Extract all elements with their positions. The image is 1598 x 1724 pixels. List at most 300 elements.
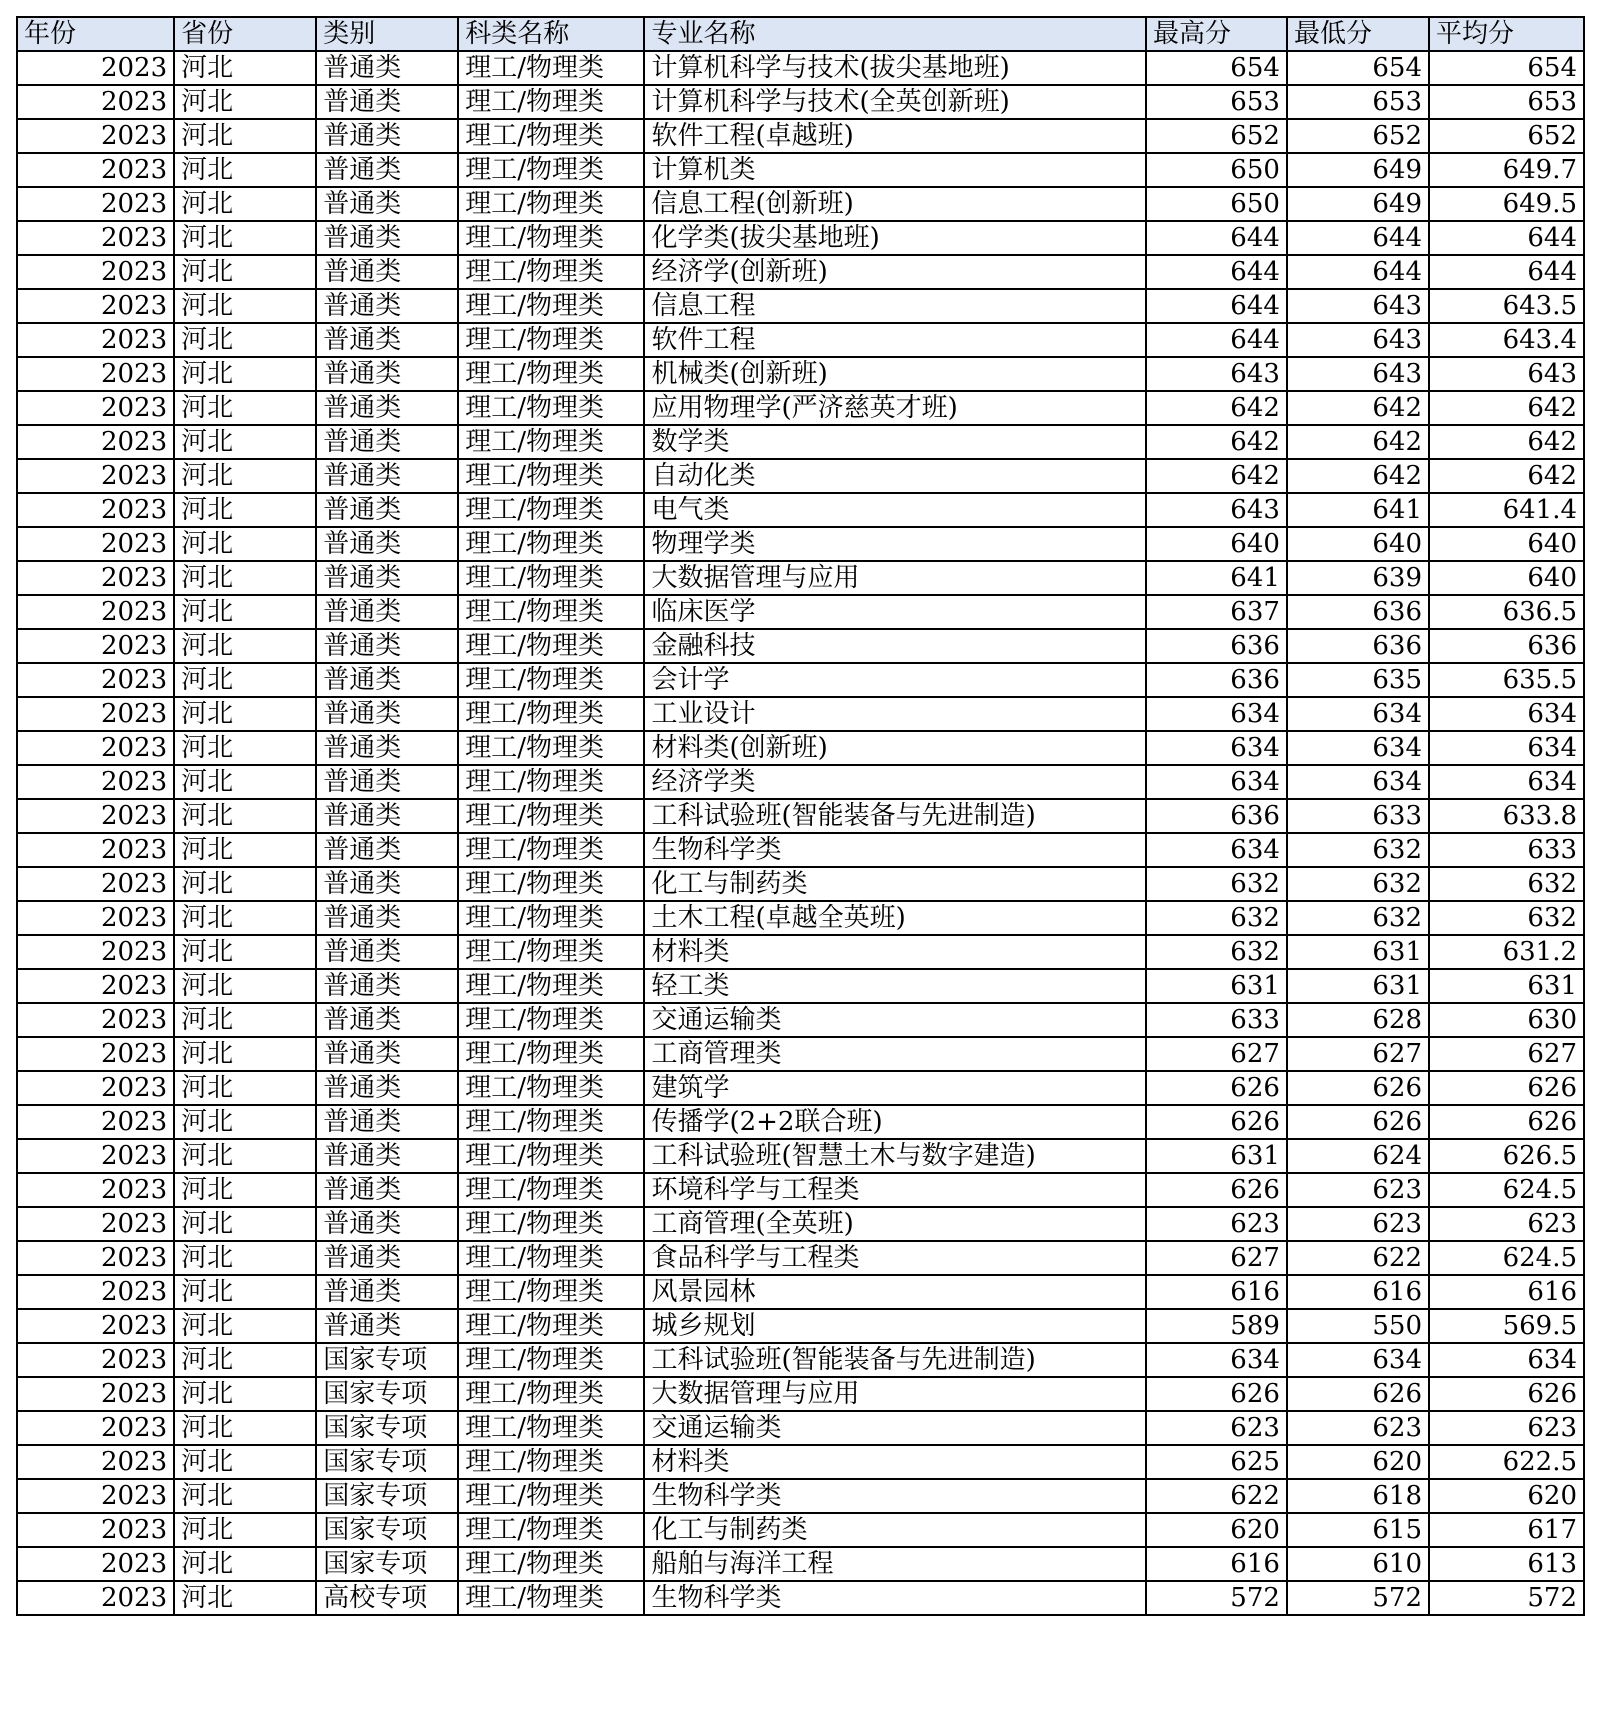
province-cell: 河北 — [174, 1479, 316, 1513]
min-score-cell: 634 — [1287, 731, 1429, 765]
min-score-cell: 653 — [1287, 85, 1429, 119]
avg-score-cell: 642 — [1429, 391, 1584, 425]
year-cell: 2023 — [17, 1411, 174, 1445]
major-cell: 工商管理(全英班) — [644, 1207, 1146, 1241]
major-cell: 食品科学与工程类 — [644, 1241, 1146, 1275]
max-score-cell: 642 — [1146, 425, 1287, 459]
subject-type-cell: 理工/物理类 — [458, 969, 644, 1003]
max-score-cell: 631 — [1146, 969, 1287, 1003]
table-row — [17, 527, 1584, 561]
table-row — [17, 935, 1584, 969]
province-cell: 河北 — [174, 765, 316, 799]
max-score-cell: 636 — [1146, 629, 1287, 663]
min-score-cell: 649 — [1287, 153, 1429, 187]
major-cell: 物理学类 — [644, 527, 1146, 561]
subject-type-cell: 理工/物理类 — [458, 1547, 644, 1581]
subject-type-cell: 理工/物理类 — [458, 697, 644, 731]
avg-score-cell: 633.8 — [1429, 799, 1584, 833]
major-cell: 材料类 — [644, 1445, 1146, 1479]
year-cell: 2023 — [17, 255, 174, 289]
province-cell: 河北 — [174, 1547, 316, 1581]
category-cell: 普通类 — [316, 629, 458, 663]
min-score-cell: 642 — [1287, 459, 1429, 493]
min-score-cell: 644 — [1287, 221, 1429, 255]
avg-score-cell: 632 — [1429, 901, 1584, 935]
avg-score-cell: 636.5 — [1429, 595, 1584, 629]
table-row — [17, 697, 1584, 731]
min-score-cell: 631 — [1287, 969, 1429, 1003]
header-avg-score: 平均分 — [1429, 17, 1584, 51]
major-cell: 工科试验班(智能装备与先进制造) — [644, 799, 1146, 833]
category-cell: 普通类 — [316, 153, 458, 187]
province-cell: 河北 — [174, 1275, 316, 1309]
min-score-cell: 634 — [1287, 697, 1429, 731]
year-cell: 2023 — [17, 1037, 174, 1071]
header-min-score: 最低分 — [1287, 17, 1429, 51]
year-cell: 2023 — [17, 357, 174, 391]
table-row — [17, 901, 1584, 935]
table-row — [17, 255, 1584, 289]
category-cell: 普通类 — [316, 663, 458, 697]
table-row — [17, 153, 1584, 187]
year-cell: 2023 — [17, 595, 174, 629]
max-score-cell: 631 — [1146, 1139, 1287, 1173]
province-cell: 河北 — [174, 1309, 316, 1343]
avg-score-cell: 622.5 — [1429, 1445, 1584, 1479]
score-table — [16, 16, 1585, 1616]
subject-type-cell: 理工/物理类 — [458, 51, 644, 85]
major-cell: 船舶与海洋工程 — [644, 1547, 1146, 1581]
major-cell: 大数据管理与应用 — [644, 1377, 1146, 1411]
year-cell: 2023 — [17, 629, 174, 663]
avg-score-cell: 635.5 — [1429, 663, 1584, 697]
max-score-cell: 632 — [1146, 935, 1287, 969]
category-cell: 国家专项 — [316, 1343, 458, 1377]
year-cell: 2023 — [17, 1139, 174, 1173]
province-cell: 河北 — [174, 391, 316, 425]
avg-score-cell: 613 — [1429, 1547, 1584, 1581]
min-score-cell: 641 — [1287, 493, 1429, 527]
avg-score-cell: 624.5 — [1429, 1173, 1584, 1207]
subject-type-cell: 理工/物理类 — [458, 153, 644, 187]
year-cell: 2023 — [17, 697, 174, 731]
subject-type-cell: 理工/物理类 — [458, 1173, 644, 1207]
header-major: 专业名称 — [644, 17, 1146, 51]
province-cell: 河北 — [174, 969, 316, 1003]
min-score-cell: 626 — [1287, 1105, 1429, 1139]
table-body — [17, 51, 1584, 1615]
year-cell: 2023 — [17, 493, 174, 527]
major-cell: 工商管理类 — [644, 1037, 1146, 1071]
category-cell: 普通类 — [316, 323, 458, 357]
category-cell: 普通类 — [316, 901, 458, 935]
major-cell: 应用物理学(严济慈英才班) — [644, 391, 1146, 425]
major-cell: 计算机科学与技术(拔尖基地班) — [644, 51, 1146, 85]
table-row — [17, 1275, 1584, 1309]
year-cell: 2023 — [17, 799, 174, 833]
avg-score-cell: 653 — [1429, 85, 1584, 119]
year-cell: 2023 — [17, 663, 174, 697]
avg-score-cell: 654 — [1429, 51, 1584, 85]
category-cell: 普通类 — [316, 765, 458, 799]
min-score-cell: 623 — [1287, 1173, 1429, 1207]
major-cell: 软件工程(卓越班) — [644, 119, 1146, 153]
table-row — [17, 833, 1584, 867]
min-score-cell: 631 — [1287, 935, 1429, 969]
table-row — [17, 629, 1584, 663]
avg-score-cell: 640 — [1429, 527, 1584, 561]
year-cell: 2023 — [17, 1547, 174, 1581]
min-score-cell: 610 — [1287, 1547, 1429, 1581]
province-cell: 河北 — [174, 629, 316, 663]
category-cell: 普通类 — [316, 561, 458, 595]
min-score-cell: 652 — [1287, 119, 1429, 153]
max-score-cell: 626 — [1146, 1173, 1287, 1207]
max-score-cell: 633 — [1146, 1003, 1287, 1037]
min-score-cell: 642 — [1287, 391, 1429, 425]
subject-type-cell: 理工/物理类 — [458, 1207, 644, 1241]
max-score-cell: 626 — [1146, 1105, 1287, 1139]
subject-type-cell: 理工/物理类 — [458, 901, 644, 935]
subject-type-cell: 理工/物理类 — [458, 765, 644, 799]
table-row — [17, 85, 1584, 119]
category-cell: 普通类 — [316, 833, 458, 867]
header-subject-type: 科类名称 — [458, 17, 644, 51]
year-cell: 2023 — [17, 833, 174, 867]
avg-score-cell: 644 — [1429, 255, 1584, 289]
category-cell: 普通类 — [316, 357, 458, 391]
province-cell: 河北 — [174, 1173, 316, 1207]
min-score-cell: 640 — [1287, 527, 1429, 561]
min-score-cell: 616 — [1287, 1275, 1429, 1309]
max-score-cell: 622 — [1146, 1479, 1287, 1513]
year-cell: 2023 — [17, 527, 174, 561]
category-cell: 普通类 — [316, 1309, 458, 1343]
category-cell: 普通类 — [316, 85, 458, 119]
year-cell: 2023 — [17, 1173, 174, 1207]
avg-score-cell: 652 — [1429, 119, 1584, 153]
category-cell: 普通类 — [316, 969, 458, 1003]
subject-type-cell: 理工/物理类 — [458, 1003, 644, 1037]
year-cell: 2023 — [17, 935, 174, 969]
avg-score-cell: 641.4 — [1429, 493, 1584, 527]
min-score-cell: 643 — [1287, 357, 1429, 391]
major-cell: 材料类 — [644, 935, 1146, 969]
category-cell: 普通类 — [316, 1071, 458, 1105]
table-row — [17, 391, 1584, 425]
year-cell: 2023 — [17, 561, 174, 595]
province-cell: 河北 — [174, 731, 316, 765]
max-score-cell: 623 — [1146, 1207, 1287, 1241]
max-score-cell: 652 — [1146, 119, 1287, 153]
year-cell: 2023 — [17, 1105, 174, 1139]
min-score-cell: 642 — [1287, 425, 1429, 459]
avg-score-cell: 632 — [1429, 867, 1584, 901]
category-cell: 国家专项 — [316, 1445, 458, 1479]
province-cell: 河北 — [174, 323, 316, 357]
category-cell: 普通类 — [316, 391, 458, 425]
avg-score-cell: 642 — [1429, 459, 1584, 493]
category-cell: 普通类 — [316, 697, 458, 731]
year-cell: 2023 — [17, 1275, 174, 1309]
min-score-cell: 632 — [1287, 833, 1429, 867]
min-score-cell: 644 — [1287, 255, 1429, 289]
min-score-cell: 550 — [1287, 1309, 1429, 1343]
year-cell: 2023 — [17, 1513, 174, 1547]
subject-type-cell: 理工/物理类 — [458, 119, 644, 153]
avg-score-cell: 626.5 — [1429, 1139, 1584, 1173]
subject-type-cell: 理工/物理类 — [458, 289, 644, 323]
category-cell: 普通类 — [316, 1139, 458, 1173]
avg-score-cell: 617 — [1429, 1513, 1584, 1547]
max-score-cell: 616 — [1146, 1275, 1287, 1309]
min-score-cell: 622 — [1287, 1241, 1429, 1275]
min-score-cell: 626 — [1287, 1377, 1429, 1411]
max-score-cell: 634 — [1146, 833, 1287, 867]
avg-score-cell: 633 — [1429, 833, 1584, 867]
min-score-cell: 628 — [1287, 1003, 1429, 1037]
avg-score-cell: 643 — [1429, 357, 1584, 391]
category-cell: 普通类 — [316, 595, 458, 629]
province-cell: 河北 — [174, 1445, 316, 1479]
year-cell: 2023 — [17, 459, 174, 493]
major-cell: 传播学(2+2联合班) — [644, 1105, 1146, 1139]
province-cell: 河北 — [174, 901, 316, 935]
subject-type-cell: 理工/物理类 — [458, 527, 644, 561]
subject-type-cell: 理工/物理类 — [458, 221, 644, 255]
major-cell: 土木工程(卓越全英班) — [644, 901, 1146, 935]
province-cell: 河北 — [174, 1343, 316, 1377]
category-cell: 普通类 — [316, 187, 458, 221]
min-score-cell: 618 — [1287, 1479, 1429, 1513]
table-row — [17, 1411, 1584, 1445]
major-cell: 化工与制药类 — [644, 1513, 1146, 1547]
table-row — [17, 1547, 1584, 1581]
year-cell: 2023 — [17, 1445, 174, 1479]
province-cell: 河北 — [174, 1207, 316, 1241]
table-row — [17, 867, 1584, 901]
subject-type-cell: 理工/物理类 — [458, 561, 644, 595]
max-score-cell: 643 — [1146, 493, 1287, 527]
year-cell: 2023 — [17, 1377, 174, 1411]
category-cell: 普通类 — [316, 255, 458, 289]
year-cell: 2023 — [17, 391, 174, 425]
province-cell: 河北 — [174, 833, 316, 867]
subject-type-cell: 理工/物理类 — [458, 391, 644, 425]
major-cell: 计算机类 — [644, 153, 1146, 187]
province-cell: 河北 — [174, 595, 316, 629]
subject-type-cell: 理工/物理类 — [458, 1411, 644, 1445]
avg-score-cell: 623 — [1429, 1207, 1584, 1241]
major-cell: 材料类(创新班) — [644, 731, 1146, 765]
major-cell: 信息工程(创新班) — [644, 187, 1146, 221]
subject-type-cell: 理工/物理类 — [458, 1139, 644, 1173]
max-score-cell: 654 — [1146, 51, 1287, 85]
table-row — [17, 1581, 1584, 1615]
year-cell: 2023 — [17, 153, 174, 187]
min-score-cell: 572 — [1287, 1581, 1429, 1615]
header-max-score: 最高分 — [1146, 17, 1287, 51]
province-cell: 河北 — [174, 1037, 316, 1071]
table-row — [17, 1241, 1584, 1275]
year-cell: 2023 — [17, 1071, 174, 1105]
major-cell: 生物科学类 — [644, 1581, 1146, 1615]
max-score-cell: 616 — [1146, 1547, 1287, 1581]
category-cell: 普通类 — [316, 527, 458, 561]
major-cell: 化工与制药类 — [644, 867, 1146, 901]
avg-score-cell: 643.5 — [1429, 289, 1584, 323]
category-cell: 普通类 — [316, 1105, 458, 1139]
avg-score-cell: 569.5 — [1429, 1309, 1584, 1343]
province-cell: 河北 — [174, 357, 316, 391]
province-cell: 河北 — [174, 867, 316, 901]
subject-type-cell: 理工/物理类 — [458, 1377, 644, 1411]
table-row — [17, 459, 1584, 493]
major-cell: 机械类(创新班) — [644, 357, 1146, 391]
subject-type-cell: 理工/物理类 — [458, 663, 644, 697]
category-cell: 国家专项 — [316, 1547, 458, 1581]
major-cell: 经济学类 — [644, 765, 1146, 799]
table-row — [17, 51, 1584, 85]
header-row — [17, 17, 1584, 51]
avg-score-cell: 631 — [1429, 969, 1584, 1003]
province-cell: 河北 — [174, 1411, 316, 1445]
category-cell: 普通类 — [316, 1037, 458, 1071]
year-cell: 2023 — [17, 119, 174, 153]
subject-type-cell: 理工/物理类 — [458, 1275, 644, 1309]
major-cell: 风景园林 — [644, 1275, 1146, 1309]
major-cell: 电气类 — [644, 493, 1146, 527]
avg-score-cell: 634 — [1429, 1343, 1584, 1377]
category-cell: 国家专项 — [316, 1411, 458, 1445]
table-row — [17, 731, 1584, 765]
table-row — [17, 595, 1584, 629]
avg-score-cell: 623 — [1429, 1411, 1584, 1445]
max-score-cell: 572 — [1146, 1581, 1287, 1615]
max-score-cell: 623 — [1146, 1411, 1287, 1445]
year-cell: 2023 — [17, 1343, 174, 1377]
province-cell: 河北 — [174, 1377, 316, 1411]
subject-type-cell: 理工/物理类 — [458, 595, 644, 629]
category-cell: 普通类 — [316, 1241, 458, 1275]
year-cell: 2023 — [17, 731, 174, 765]
avg-score-cell: 640 — [1429, 561, 1584, 595]
category-cell: 普通类 — [316, 425, 458, 459]
max-score-cell: 636 — [1146, 663, 1287, 697]
major-cell: 金融科技 — [644, 629, 1146, 663]
subject-type-cell: 理工/物理类 — [458, 493, 644, 527]
category-cell: 普通类 — [316, 1003, 458, 1037]
avg-score-cell: 626 — [1429, 1105, 1584, 1139]
year-cell: 2023 — [17, 867, 174, 901]
max-score-cell: 626 — [1146, 1071, 1287, 1105]
max-score-cell: 650 — [1146, 153, 1287, 187]
category-cell: 普通类 — [316, 493, 458, 527]
major-cell: 交通运输类 — [644, 1411, 1146, 1445]
subject-type-cell: 理工/物理类 — [458, 1071, 644, 1105]
avg-score-cell: 631.2 — [1429, 935, 1584, 969]
subject-type-cell: 理工/物理类 — [458, 425, 644, 459]
category-cell: 普通类 — [316, 119, 458, 153]
table-row — [17, 1309, 1584, 1343]
major-cell: 工业设计 — [644, 697, 1146, 731]
major-cell: 轻工类 — [644, 969, 1146, 1003]
subject-type-cell: 理工/物理类 — [458, 1241, 644, 1275]
major-cell: 数学类 — [644, 425, 1146, 459]
table-row — [17, 323, 1584, 357]
table-row — [17, 799, 1584, 833]
min-score-cell: 623 — [1287, 1411, 1429, 1445]
avg-score-cell: 627 — [1429, 1037, 1584, 1071]
subject-type-cell: 理工/物理类 — [458, 459, 644, 493]
max-score-cell: 642 — [1146, 459, 1287, 493]
max-score-cell: 634 — [1146, 697, 1287, 731]
min-score-cell: 639 — [1287, 561, 1429, 595]
major-cell: 大数据管理与应用 — [644, 561, 1146, 595]
table-row — [17, 289, 1584, 323]
year-cell: 2023 — [17, 289, 174, 323]
avg-score-cell: 649.5 — [1429, 187, 1584, 221]
major-cell: 信息工程 — [644, 289, 1146, 323]
province-cell: 河北 — [174, 51, 316, 85]
major-cell: 自动化类 — [644, 459, 1146, 493]
subject-type-cell: 理工/物理类 — [458, 323, 644, 357]
avg-score-cell: 626 — [1429, 1071, 1584, 1105]
table-row — [17, 1003, 1584, 1037]
year-cell: 2023 — [17, 1309, 174, 1343]
major-cell: 会计学 — [644, 663, 1146, 697]
avg-score-cell: 626 — [1429, 1377, 1584, 1411]
max-score-cell: 589 — [1146, 1309, 1287, 1343]
table-row — [17, 425, 1584, 459]
min-score-cell: 636 — [1287, 629, 1429, 663]
year-cell: 2023 — [17, 1581, 174, 1615]
year-cell: 2023 — [17, 1003, 174, 1037]
province-cell: 河北 — [174, 1513, 316, 1547]
province-cell: 河北 — [174, 663, 316, 697]
major-cell: 生物科学类 — [644, 1479, 1146, 1513]
avg-score-cell: 624.5 — [1429, 1241, 1584, 1275]
subject-type-cell: 理工/物理类 — [458, 1309, 644, 1343]
category-cell: 普通类 — [316, 51, 458, 85]
min-score-cell: 624 — [1287, 1139, 1429, 1173]
avg-score-cell: 630 — [1429, 1003, 1584, 1037]
max-score-cell: 642 — [1146, 391, 1287, 425]
year-cell: 2023 — [17, 187, 174, 221]
major-cell: 计算机科学与技术(全英创新班) — [644, 85, 1146, 119]
max-score-cell: 640 — [1146, 527, 1287, 561]
category-cell: 普通类 — [316, 731, 458, 765]
major-cell: 工科试验班(智慧土木与数字建造) — [644, 1139, 1146, 1173]
max-score-cell: 650 — [1146, 187, 1287, 221]
major-cell: 城乡规划 — [644, 1309, 1146, 1343]
table-row — [17, 1139, 1584, 1173]
max-score-cell: 634 — [1146, 731, 1287, 765]
max-score-cell: 634 — [1146, 765, 1287, 799]
province-cell: 河北 — [174, 425, 316, 459]
min-score-cell: 649 — [1287, 187, 1429, 221]
table-row — [17, 1377, 1584, 1411]
subject-type-cell: 理工/物理类 — [458, 833, 644, 867]
max-score-cell: 627 — [1146, 1037, 1287, 1071]
subject-type-cell: 理工/物理类 — [458, 867, 644, 901]
subject-type-cell: 理工/物理类 — [458, 629, 644, 663]
table-row — [17, 119, 1584, 153]
subject-type-cell: 理工/物理类 — [458, 1479, 644, 1513]
major-cell: 临床医学 — [644, 595, 1146, 629]
province-cell: 河北 — [174, 153, 316, 187]
subject-type-cell: 理工/物理类 — [458, 1037, 644, 1071]
